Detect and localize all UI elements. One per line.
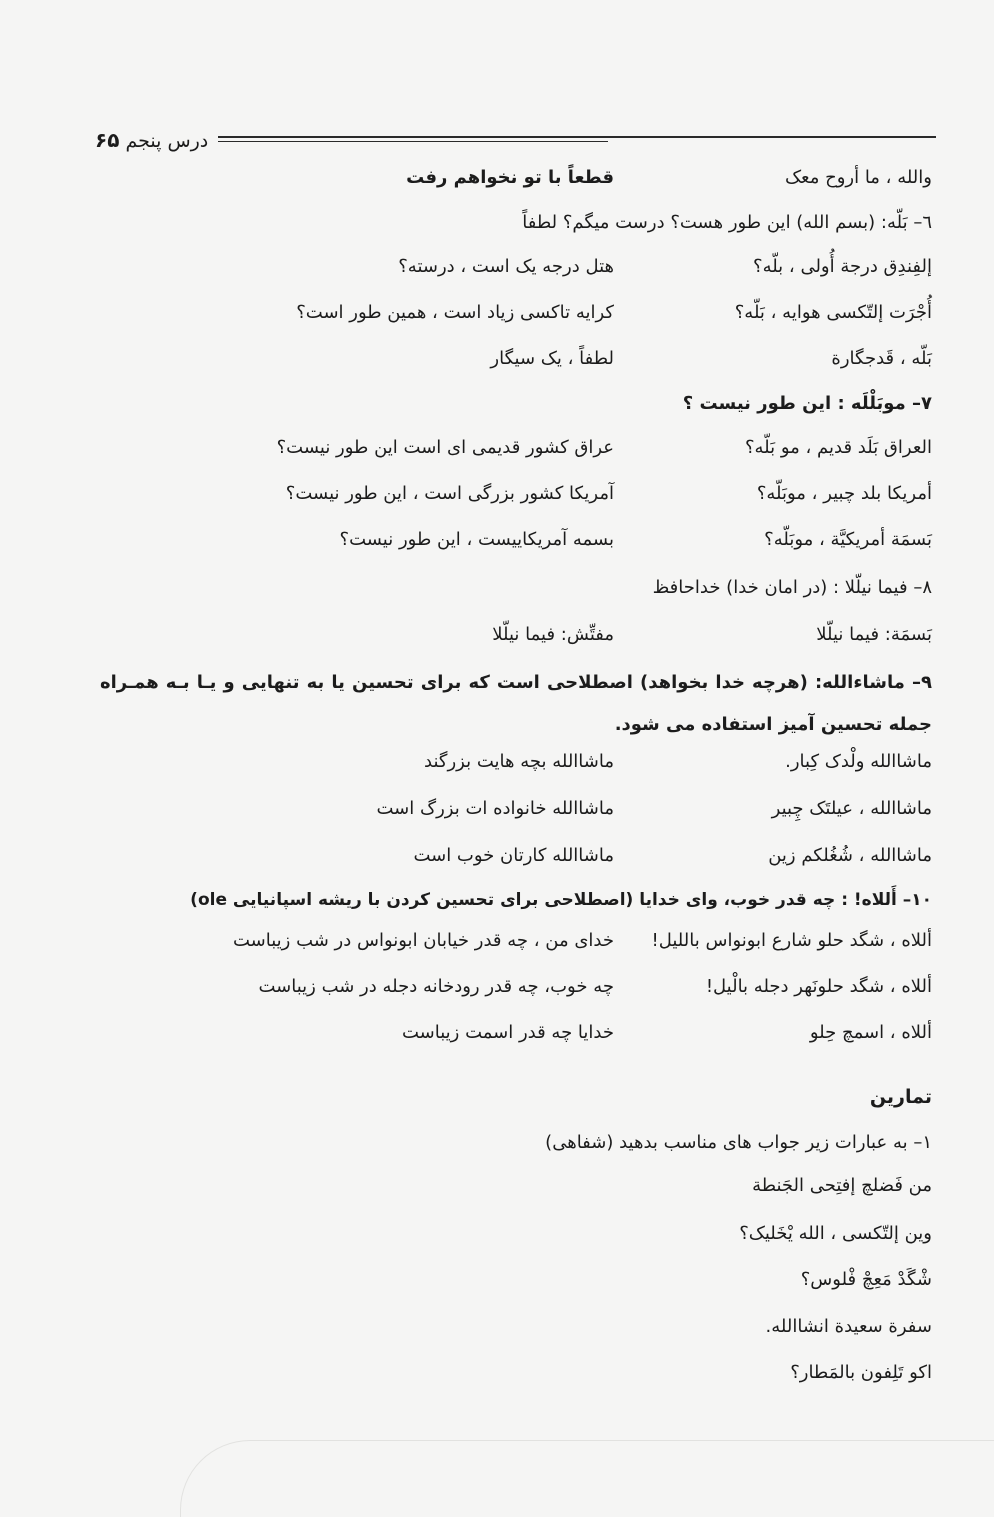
- dialect-line: أللاه ، اسمچ حِلو: [809, 1022, 932, 1043]
- translation-line: ماشاالله بچه هایت بزرگند: [424, 751, 614, 772]
- dialect-line: ماشاالله ، شُغُلکم زین: [768, 845, 932, 866]
- translation-line: خدایا چه قدر اسمت زیباست: [401, 1022, 614, 1043]
- exercise-item: وین إلتّکسی ، الله یْخَلیک؟: [739, 1223, 932, 1244]
- dialect-line: أللاه ، شگد حلو شارع ابونواس بالليل!: [651, 930, 932, 951]
- section-9-heading: ٩– ماشاءالله: (هرچه خدا بخواهد) اصطلاحی است که برای تحسین یا به تنهایی و یـا بـه همـراه جمله تحسین آمیز استفاده می شود.: [100, 672, 932, 735]
- exercise-instruction: ١– به عبارات زیر جواب های مناسب بدهید (شفاهی): [545, 1132, 932, 1153]
- exercise-item: اکو تَلِفون بالمَطار؟: [790, 1362, 932, 1383]
- page-curl-edge: [180, 1440, 994, 1517]
- translation-line: هتل درجه یک است ، درسته؟: [398, 256, 614, 277]
- dialect-line: العراق بَلَد قدیم ، مو بَلّه؟: [744, 437, 932, 458]
- dialect-line: بَسمَة: فیما نیلّلا: [816, 624, 932, 645]
- translation-line: لطفاً ، یک سیگار: [490, 348, 614, 369]
- header-rule: [218, 136, 936, 138]
- exercises-title: تمارین: [869, 1086, 932, 1108]
- translation-line: ماشاالله خانواده ات بزرگ است: [376, 798, 614, 819]
- lesson-label: درس پنجم: [125, 130, 209, 152]
- dialect-line: إلفِندِق درجة أُولی ، بلّه؟: [753, 256, 932, 277]
- section-6-heading: ٦– بَلّه: (بسم الله) این طور هست؟ درست میگم؟ لطفاً: [522, 212, 932, 233]
- translation-line: مفتِّش: فیما نیلّلا: [492, 624, 614, 645]
- translation-line: قطعاً با تو نخواهم رفت: [406, 167, 614, 188]
- exercise-item: شْگَدْ مَعِچْ فْلوس؟: [800, 1269, 932, 1290]
- section-7-heading: ٧– موبَلْلَه : این طور نیست ؟: [682, 393, 932, 414]
- dialect-line: أمریکا بلد چبیر ، موبَلّه؟: [756, 483, 932, 504]
- running-header: [95, 128, 208, 152]
- section-10-heading: ١٠– أَللاه! : چه قدر خوب، وای خدایا (اصطلاحی برای تحسین کردن با ریشه اسپانیایی ole): [190, 890, 932, 910]
- translation-line: ماشاالله کارتان خوب است: [413, 845, 614, 866]
- dialect-line: بَلّه ، قَدجگارة: [831, 348, 932, 369]
- translation-line: خدای من ، چه قدر خیابان ابونواس در شب زیباست: [232, 930, 614, 951]
- dialect-line: أُجْرَت إلتّکسی هوایه ، بَلّه؟: [734, 302, 932, 323]
- translation-line: آمریکا کشور بزرگی است ، این طور نیست؟: [285, 483, 614, 504]
- header-rule-thin: [218, 141, 608, 142]
- exercise-item: من فَضلچ إفتِحی الجَنطة: [752, 1175, 932, 1196]
- exercise-item: سفرة سعیدة انشاالله.: [765, 1316, 932, 1337]
- page-number: ۶۵: [95, 128, 120, 152]
- translation-line: چه خوب، چه قدر رودخانه دجله در شب زیباست: [258, 976, 614, 997]
- dialect-line: بَسمَة أمریکیَّة ، موبَلّه؟: [764, 529, 932, 550]
- dialect-line: ماشاالله ولْدک کِبار.: [785, 751, 932, 772]
- translation-line: کرایه تاکسی زیاد است ، همین طور است؟: [296, 302, 614, 323]
- section-8-heading: ٨– فیما نیلّلا : (در امان خدا) خداحافظ: [652, 577, 932, 598]
- translation-line: بسمه آمریکاییست ، این طور نیست؟: [339, 529, 614, 550]
- dialect-line: ماشاالله ، عیلتَک چِبیر: [771, 798, 932, 819]
- dialect-line: أللاه ، شگد حلونَهر دجله بالْیل!: [705, 976, 932, 997]
- translation-line: عراق کشور قدیمی ای است این طور نیست؟: [276, 437, 614, 458]
- dialect-line: والله ، ما أروح معک: [784, 167, 932, 188]
